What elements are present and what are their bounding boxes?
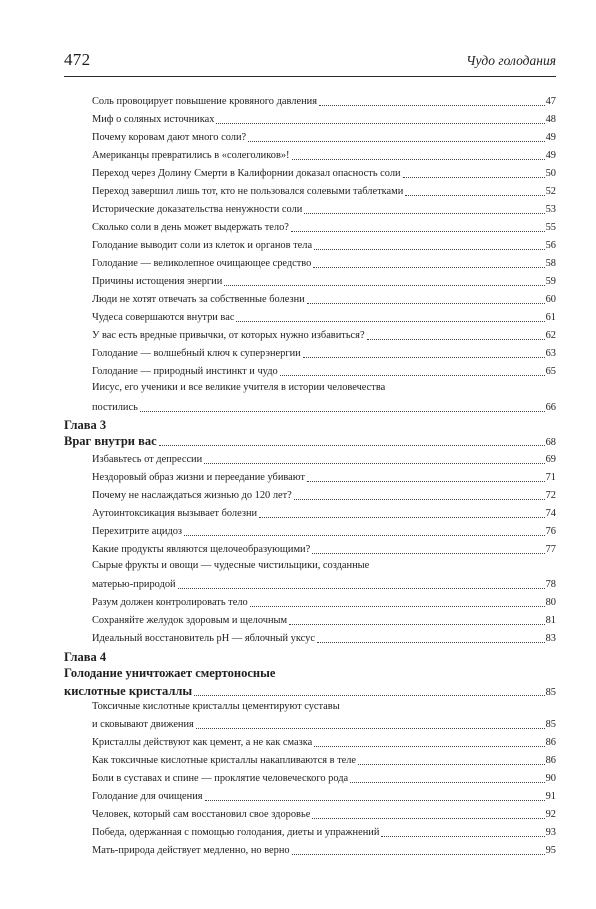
toc-entry-page: 80 <box>545 597 556 608</box>
toc-entry-title: Нездоровый образ жизни и переедание убивают <box>92 472 305 483</box>
toc-entry-title: Идеальный восстановитель pH — яблочный уксус <box>92 633 315 644</box>
toc-entry <box>92 541 556 557</box>
toc-entry-title: Причины истощения энергии <box>92 276 223 287</box>
toc-entry-title: Почему не наслаждаться жизнью до 120 лет? <box>92 490 292 501</box>
toc-entry-title: матерью-природой <box>92 579 176 590</box>
toc-entry-page: 85 <box>545 687 556 698</box>
toc-entry-title: Соль провоцирует повышение кровяного давления <box>92 96 317 107</box>
toc-entry <box>92 842 556 858</box>
toc-entry-title: и сковывают движения <box>92 719 194 730</box>
dot-leader <box>292 157 545 160</box>
toc-entry-page: 49 <box>545 132 556 143</box>
toc-entry-page: 91 <box>545 791 556 802</box>
toc-entry <box>92 612 556 628</box>
toc-entry-title: Мать-природа действует медленно, но верно <box>92 845 290 856</box>
dot-leader <box>196 726 545 729</box>
toc-entry-title: У вас есть вредные привычки, от которых нужно избавиться? <box>92 330 365 341</box>
toc-entry <box>92 399 556 415</box>
toc-entry <box>92 806 556 822</box>
toc-entry-title: Голодание — природный инстинкт и чудо <box>92 366 278 377</box>
toc-entry-title: Переход через Долину Смерти в Калифорнии доказал опасность соли <box>92 168 401 179</box>
toc-entry-page: 65 <box>545 366 556 377</box>
toc-entry <box>92 273 556 289</box>
toc-entry-title-line: Иисус, его ученики и все великие учителя в истории человечества <box>92 382 386 393</box>
toc-entry-title-line: Токсичные кислотные кристаллы цементируют суставы <box>92 701 340 712</box>
toc-entry <box>92 219 556 235</box>
dot-leader <box>289 622 545 625</box>
toc-entry <box>92 129 556 145</box>
toc-entry <box>92 93 556 109</box>
toc-entry-page: 81 <box>545 615 556 626</box>
toc-entry-page: 76 <box>545 526 556 537</box>
dot-leader <box>259 515 545 518</box>
chapter-entry <box>64 432 556 450</box>
toc-entry-title: Человек, который сам восстановил свое здоровье <box>92 809 311 820</box>
toc-entry-page: 59 <box>545 276 556 287</box>
toc-entry-page: 77 <box>545 544 556 555</box>
dot-leader <box>303 355 545 358</box>
toc-entry <box>92 363 556 379</box>
dot-leader <box>381 834 544 837</box>
toc-entry <box>92 523 556 539</box>
dot-leader <box>204 461 544 464</box>
toc-entry-page: 93 <box>545 827 556 838</box>
toc-entry <box>92 165 556 181</box>
toc-entry-title: Голодание — великолепное очищающее средство <box>92 258 312 269</box>
toc-entry-title: Голодание — волшебный ключ к суперэнергии <box>92 348 301 359</box>
dot-leader <box>205 798 545 801</box>
toc-entry-page: 60 <box>545 294 556 305</box>
toc-entry-title: Миф о соляных источниках <box>92 114 215 125</box>
toc-entry <box>92 752 556 768</box>
toc-entry-page: 86 <box>545 737 556 748</box>
toc-entry-page: 63 <box>545 348 556 359</box>
toc-entry-page: 71 <box>545 472 556 483</box>
dot-leader <box>403 175 545 178</box>
toc-entry <box>92 147 556 163</box>
toc-entry-page: 66 <box>545 402 556 413</box>
toc-entry <box>92 716 556 732</box>
toc-entry-page: 47 <box>545 96 556 107</box>
dot-leader <box>319 103 545 106</box>
toc-entry-page: 62 <box>545 330 556 341</box>
toc-entry-page: 50 <box>545 168 556 179</box>
toc-entry-title: Исторические доказательства ненужности соли <box>92 204 303 215</box>
dot-leader <box>304 211 544 214</box>
dot-leader <box>216 121 544 124</box>
toc-entry-page: 56 <box>545 240 556 251</box>
dot-leader <box>307 301 545 304</box>
dot-leader <box>405 193 544 196</box>
toc-entry-title: Аутоинтоксикация вызывает болезни <box>92 508 258 519</box>
toc-entry-page: 92 <box>545 809 556 820</box>
toc-entry-title: постились <box>92 402 138 413</box>
toc-entry <box>92 487 556 503</box>
toc-entry-page: 48 <box>545 114 556 125</box>
dot-leader <box>250 604 545 607</box>
toc-entry <box>92 201 556 217</box>
dot-leader <box>312 551 544 554</box>
toc-entry <box>92 505 556 521</box>
toc-entry <box>92 576 556 592</box>
toc-entry-page: 55 <box>545 222 556 233</box>
chapter-entry <box>64 682 556 700</box>
toc-entry-page: 72 <box>545 490 556 501</box>
toc-entry-page: 78 <box>545 579 556 590</box>
toc-entry-title: Сколько соли в день может выдержать тело? <box>92 222 289 233</box>
dot-leader <box>291 229 545 232</box>
toc-entry <box>92 770 556 786</box>
toc-entry-title: Разум должен контролировать тело <box>92 597 248 608</box>
toc-entry <box>92 345 556 361</box>
toc-entry-page: 58 <box>545 258 556 269</box>
page-number: 472 <box>64 50 91 69</box>
dot-leader <box>294 497 545 500</box>
chapter-label: Глава 3 <box>64 418 107 432</box>
toc-entry-page: 68 <box>545 437 556 448</box>
toc-entry-title-line: Сырые фрукты и овощи — чудесные чистильщики, созданные <box>92 560 370 571</box>
toc-entry <box>92 469 556 485</box>
dot-leader <box>307 479 545 482</box>
toc-entry-title: Американцы превратились в «солеголиков»! <box>92 150 290 161</box>
toc-entry-title: Избавьтесь от депрессии <box>92 454 203 465</box>
dot-leader <box>224 283 544 286</box>
toc-entry-page: 90 <box>545 773 556 784</box>
toc-entry-title: Переход завершил лишь тот, кто не пользовался солевыми таблетками <box>92 186 404 197</box>
dot-leader <box>317 640 545 643</box>
chapter-title: кислотные кристаллы <box>64 684 193 698</box>
dot-leader <box>313 265 544 268</box>
toc-entry <box>92 237 556 253</box>
toc-entry <box>92 788 556 804</box>
toc-entry <box>92 630 556 646</box>
toc-entry-title: Голодание для очищения <box>92 791 203 802</box>
toc-entry-page: 74 <box>545 508 556 519</box>
book-title: Чудо голодания <box>466 53 556 68</box>
toc-entry-page: 86 <box>545 755 556 766</box>
toc-entry <box>92 824 556 840</box>
toc-entry-title: Люди не хотят отвечать за собственные болезни <box>92 294 305 305</box>
toc-entry-page: 95 <box>545 845 556 856</box>
chapter-title-line: Голодание уничтожает смертоносные <box>64 666 276 680</box>
toc-entry-title: Голодание выводит соли из клеток и органов тела <box>92 240 313 251</box>
toc-entry <box>92 111 556 127</box>
chapter-title: Враг внутри вас <box>64 434 157 448</box>
dot-leader <box>184 533 545 536</box>
dot-leader <box>248 139 544 142</box>
dot-leader <box>314 744 544 747</box>
toc-entry-page: 52 <box>545 186 556 197</box>
dot-leader <box>312 816 544 819</box>
toc-entry <box>92 594 556 610</box>
toc-entry-page: 69 <box>545 454 556 465</box>
toc-entry-page: 85 <box>545 719 556 730</box>
toc-entry-title: Перехитрите ацидоз <box>92 526 183 537</box>
dot-leader <box>292 852 545 855</box>
toc-entry-title: Почему коровам дают много соли? <box>92 132 247 143</box>
dot-leader <box>159 443 545 446</box>
toc-entry <box>92 255 556 271</box>
toc-entry-title: Как токсичные кислотные кристаллы накапливаются в теле <box>92 755 357 766</box>
toc-entry <box>92 327 556 343</box>
dot-leader <box>358 762 545 765</box>
toc-entry-page: 61 <box>545 312 556 323</box>
toc-entry <box>92 309 556 325</box>
toc-entry-title: Победа, одержанная с помощью голодания, диеты и упражнений <box>92 827 380 838</box>
dot-leader <box>350 780 544 783</box>
toc-entry-title: Какие продукты являются щелочеобразующими? <box>92 544 311 555</box>
chapter-label: Глава 4 <box>64 650 107 664</box>
toc-entry-page: 53 <box>545 204 556 215</box>
toc-entry <box>92 451 556 467</box>
toc-entry <box>92 291 556 307</box>
toc-entry-page: 49 <box>545 150 556 161</box>
toc-entry <box>92 734 556 750</box>
dot-leader <box>314 247 545 250</box>
dot-leader <box>280 373 545 376</box>
toc-entry-title: Сохраняйте желудок здоровым и щелочным <box>92 615 288 626</box>
toc-entry-title: Боли в суставах и спине — проклятие человеческого рода <box>92 773 349 784</box>
toc-entry-title: Чудеса совершаются внутри вас <box>92 312 235 323</box>
dot-leader <box>367 337 545 340</box>
dot-leader <box>178 586 545 589</box>
toc-entry-page: 83 <box>545 633 556 644</box>
dot-leader <box>236 319 544 322</box>
toc-entry-title: Кристаллы действуют как цемент, а не как смазка <box>92 737 313 748</box>
dot-leader <box>140 409 545 412</box>
toc-entry <box>92 183 556 199</box>
dot-leader <box>194 693 544 696</box>
